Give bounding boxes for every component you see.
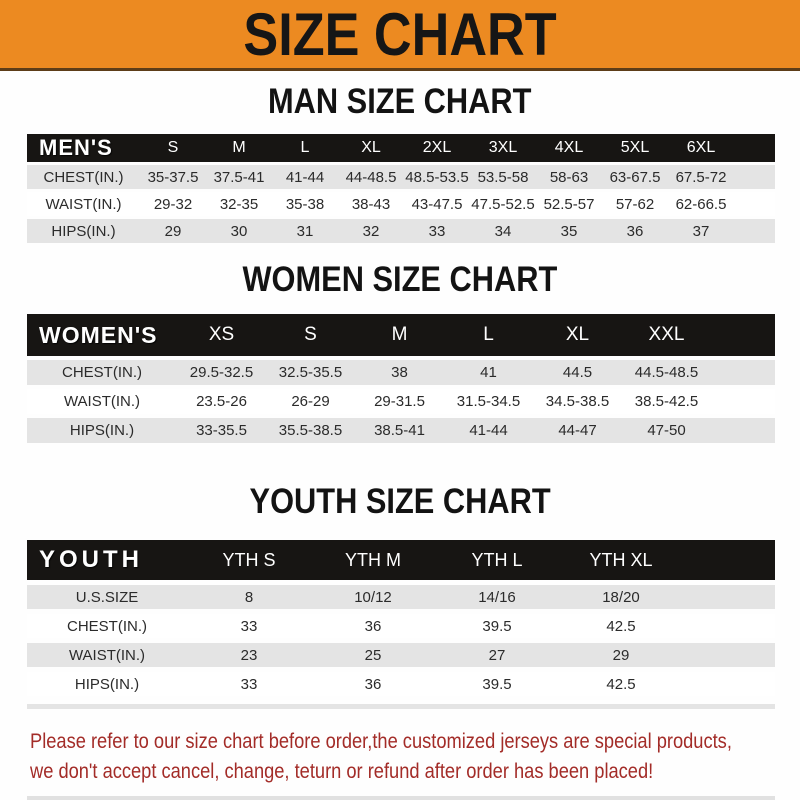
value-cell: 33-35.5 xyxy=(177,418,266,443)
row-label: HIPS(IN.) xyxy=(27,219,140,243)
header-spacer-cell xyxy=(683,540,775,580)
table-header-row xyxy=(27,134,775,162)
row-label: HIPS(IN.) xyxy=(27,418,177,443)
column-header: 5XL xyxy=(602,134,668,162)
row-spacer-cell xyxy=(683,614,775,638)
youth-size-table xyxy=(27,535,775,701)
value-cell: 44-47 xyxy=(533,418,622,443)
value-cell: 52.5-57 xyxy=(536,192,602,216)
size-chart-banner xyxy=(0,0,800,71)
value-cell: 23 xyxy=(187,643,311,667)
value-cell: 35.5-38.5 xyxy=(266,418,355,443)
men-section-heading: MAN SIZE CHART xyxy=(268,82,532,121)
row-label: WAIST(IN.) xyxy=(27,192,140,216)
row-spacer-cell xyxy=(683,585,775,609)
value-cell: 58-63 xyxy=(536,165,602,189)
table-row xyxy=(27,165,775,189)
value-cell: 38.5-41 xyxy=(355,418,444,443)
value-cell: 34.5-38.5 xyxy=(533,389,622,414)
row-label: HIPS(IN.) xyxy=(27,672,187,696)
row-spacer-cell xyxy=(711,360,775,385)
value-cell: 47-50 xyxy=(622,418,711,443)
womens-size-table xyxy=(27,310,775,447)
value-cell: 36 xyxy=(602,219,668,243)
value-cell: 29 xyxy=(140,219,206,243)
value-cell: 32-35 xyxy=(206,192,272,216)
row-label: CHEST(IN.) xyxy=(27,614,187,638)
value-cell: 33 xyxy=(187,614,311,638)
column-header: XL xyxy=(338,134,404,162)
value-cell: 29-31.5 xyxy=(355,389,444,414)
value-cell: 34 xyxy=(470,219,536,243)
value-cell: 63-67.5 xyxy=(602,165,668,189)
column-header: YTH XL xyxy=(559,540,683,580)
column-header: XS xyxy=(177,314,266,356)
value-cell: 31 xyxy=(272,219,338,243)
column-header: YTH L xyxy=(435,540,559,580)
value-cell: 31.5-34.5 xyxy=(444,389,533,414)
order-notice-line-1: Please refer to our size chart before order,the customized jerseys are special products, xyxy=(30,729,732,753)
value-cell: 32.5-35.5 xyxy=(266,360,355,385)
value-cell: 37.5-41 xyxy=(206,165,272,189)
value-cell: 25 xyxy=(311,643,435,667)
row-label: U.S.SIZE xyxy=(27,585,187,609)
value-cell: 8 xyxy=(187,585,311,609)
order-notice xyxy=(30,727,800,786)
table-row xyxy=(27,192,775,216)
table-header-row xyxy=(27,314,775,356)
value-cell: 43-47.5 xyxy=(404,192,470,216)
row-spacer-cell xyxy=(683,643,775,667)
column-header: YTH M xyxy=(311,540,435,580)
bottom-edge-strip xyxy=(27,796,775,800)
column-header: 2XL xyxy=(404,134,470,162)
value-cell: 23.5-26 xyxy=(177,389,266,414)
header-spacer-cell xyxy=(734,134,775,162)
row-spacer-cell xyxy=(683,672,775,696)
table-row xyxy=(27,585,775,609)
value-cell: 67.5-72 xyxy=(668,165,734,189)
table-row xyxy=(27,418,775,443)
value-cell: 38.5-42.5 xyxy=(622,389,711,414)
value-cell: 18/20 xyxy=(559,585,683,609)
table-row xyxy=(27,614,775,638)
row-spacer-cell xyxy=(711,389,775,414)
value-cell: 30 xyxy=(206,219,272,243)
order-notice-line-2: we don't accept cancel, change, teturn or refund after order has been placed! xyxy=(30,758,654,783)
column-header: M xyxy=(355,314,444,356)
value-cell: 10/12 xyxy=(311,585,435,609)
value-cell: 39.5 xyxy=(435,672,559,696)
value-cell: 39.5 xyxy=(435,614,559,638)
value-cell: 44.5-48.5 xyxy=(622,360,711,385)
value-cell: 29 xyxy=(559,643,683,667)
row-label: CHEST(IN.) xyxy=(27,360,177,385)
value-cell: 29.5-32.5 xyxy=(177,360,266,385)
value-cell: 62-66.5 xyxy=(668,192,734,216)
column-header: XXL xyxy=(622,314,711,356)
value-cell: 41 xyxy=(444,360,533,385)
row-label: WAIST(IN.) xyxy=(27,389,177,414)
table-title-cell: WOMEN'S xyxy=(27,314,177,356)
row-label: CHEST(IN.) xyxy=(27,165,140,189)
value-cell: 37 xyxy=(668,219,734,243)
column-header: 4XL xyxy=(536,134,602,162)
table-row xyxy=(27,672,775,696)
column-header: L xyxy=(272,134,338,162)
value-cell: 36 xyxy=(311,614,435,638)
value-cell: 27 xyxy=(435,643,559,667)
row-spacer-cell xyxy=(734,219,775,243)
table-row xyxy=(27,219,775,243)
value-cell: 44.5 xyxy=(533,360,622,385)
value-cell: 33 xyxy=(404,219,470,243)
value-cell: 35-37.5 xyxy=(140,165,206,189)
mens-size-table xyxy=(27,131,775,246)
value-cell: 32 xyxy=(338,219,404,243)
value-cell: 29-32 xyxy=(140,192,206,216)
value-cell: 14/16 xyxy=(435,585,559,609)
column-header: M xyxy=(206,134,272,162)
table-header-row xyxy=(27,540,775,580)
value-cell: 53.5-58 xyxy=(470,165,536,189)
value-cell: 44-48.5 xyxy=(338,165,404,189)
column-header: S xyxy=(266,314,355,356)
value-cell: 33 xyxy=(187,672,311,696)
value-cell: 41-44 xyxy=(272,165,338,189)
column-header: 3XL xyxy=(470,134,536,162)
value-cell: 35-38 xyxy=(272,192,338,216)
value-cell: 35 xyxy=(536,219,602,243)
table-title-cell: YOUTH xyxy=(27,540,187,580)
value-cell: 36 xyxy=(311,672,435,696)
row-spacer-cell xyxy=(711,418,775,443)
value-cell: 48.5-53.5 xyxy=(404,165,470,189)
value-cell: 42.5 xyxy=(559,672,683,696)
header-spacer-cell xyxy=(711,314,775,356)
table-row xyxy=(27,643,775,667)
table-title-cell: MEN'S xyxy=(27,134,140,162)
row-spacer-cell xyxy=(734,192,775,216)
column-header: L xyxy=(444,314,533,356)
women-section-heading: WOMEN SIZE CHART xyxy=(242,260,558,299)
row-label: WAIST(IN.) xyxy=(27,643,187,667)
column-header: 6XL xyxy=(668,134,734,162)
table-row xyxy=(27,360,775,385)
column-header: S xyxy=(140,134,206,162)
youth-table-bottom-strip xyxy=(27,704,775,709)
value-cell: 41-44 xyxy=(444,418,533,443)
banner-title: SIZE CHART xyxy=(243,0,557,68)
value-cell: 57-62 xyxy=(602,192,668,216)
column-header: XL xyxy=(533,314,622,356)
value-cell: 38-43 xyxy=(338,192,404,216)
value-cell: 38 xyxy=(355,360,444,385)
value-cell: 26-29 xyxy=(266,389,355,414)
table-row xyxy=(27,389,775,414)
value-cell: 42.5 xyxy=(559,614,683,638)
value-cell: 47.5-52.5 xyxy=(470,192,536,216)
row-spacer-cell xyxy=(734,165,775,189)
column-header: YTH S xyxy=(187,540,311,580)
youth-section-heading: YOUTH SIZE CHART xyxy=(249,482,551,521)
